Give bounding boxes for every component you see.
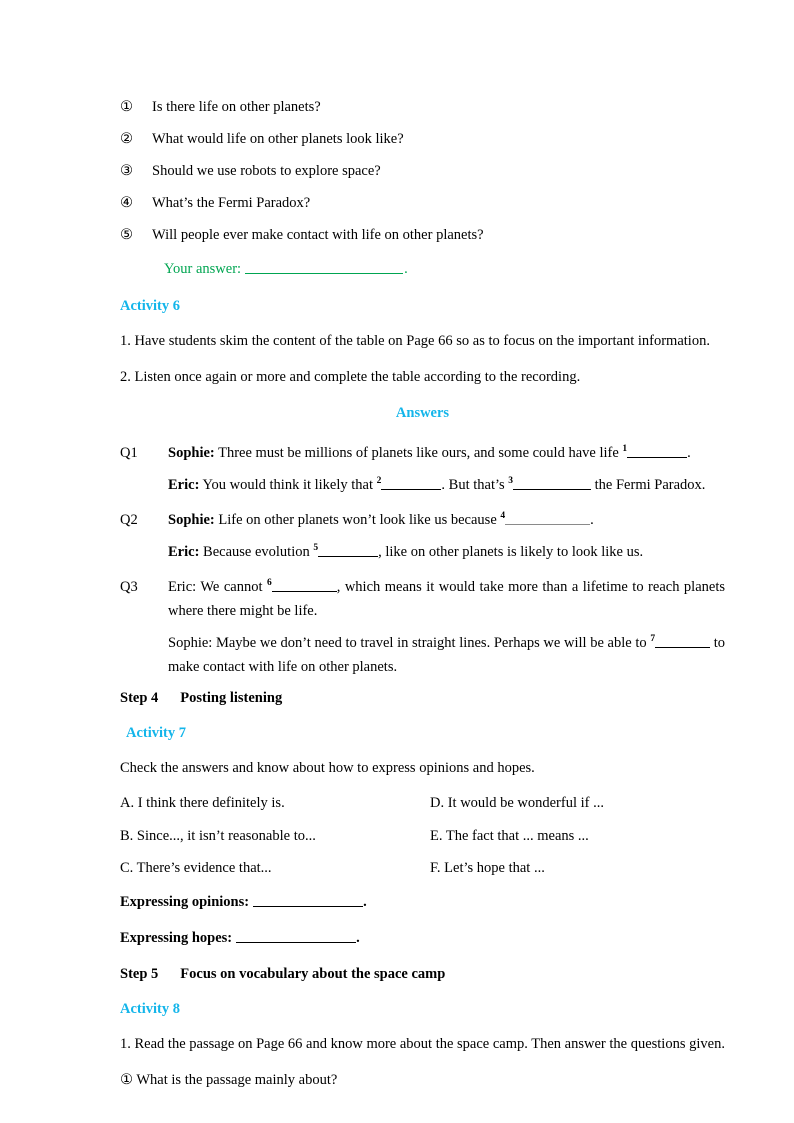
answer-row-q1 (120, 441, 725, 497)
blank-marker-4: 4 (500, 511, 506, 522)
answer-text-after: to make contact with life on other planets. (168, 635, 726, 675)
answer-text-before: We cannot (196, 579, 267, 595)
expressing-hopes-label: Expressing hopes: (120, 929, 233, 946)
answer-row-q3 (120, 575, 725, 679)
document-content (120, 100, 725, 1106)
list-text-4: What’s the Fermi Paradox? (152, 195, 311, 211)
your-answer-label: Your answer: (164, 261, 242, 277)
option-e: E. The fact that ... means ... (430, 827, 589, 844)
answer-label-q2: Q2 (120, 512, 138, 528)
speaker-name: Sophie: (168, 512, 215, 528)
options-grid (120, 796, 725, 876)
list-item (120, 100, 725, 115)
answer-body-q3 (168, 575, 725, 679)
option-c: C. There’s evidence that... (120, 860, 272, 876)
your-answer-period: . (404, 261, 408, 277)
answer-line-q2-eric (168, 540, 725, 564)
speaker-name: Sophie: (168, 635, 213, 651)
activity-6-heading: Activity 6 (120, 298, 180, 314)
activity-8-instruction: 1. Read the passage on Page 66 and know more about the space camp. Then answer the questions given. (120, 1035, 725, 1052)
answer-blank-3[interactable] (513, 477, 591, 490)
answer-line-q1-sophie (168, 441, 725, 465)
answer-blank-2[interactable] (381, 477, 441, 490)
answer-text-before: Because evolution (199, 544, 314, 560)
speaker-name: Sophie: (168, 445, 215, 461)
activity-6-step-1: 1. Have students skim the content of the table on Page 66 so as to focus on the important information. (120, 333, 710, 349)
answer-blank-6[interactable] (272, 579, 337, 592)
activity-8-question-1 (120, 1072, 725, 1089)
speaker-name: Eric: (168, 579, 197, 595)
answer-body-q2 (168, 508, 725, 564)
answer-line-q3-eric (168, 575, 725, 623)
expressing-opinions-period: . (363, 893, 367, 910)
step-5-heading (120, 966, 725, 983)
step-4-label: Step 4 (120, 690, 159, 706)
step-4-heading (120, 690, 725, 707)
question-list (120, 100, 725, 243)
expressing-hopes-blank[interactable] (236, 930, 356, 943)
activity-7-instruction: Check the answers and know about how to express opinions and hopes. (120, 760, 535, 776)
list-marker-3: ③ (120, 163, 133, 179)
list-text-2: What would life on other planets look like? (152, 131, 404, 147)
answer-blank-7[interactable] (655, 635, 710, 648)
expressing-hopes-period: . (356, 929, 360, 946)
blank-marker-2: 2 (376, 476, 382, 487)
answer-blank-4[interactable] (505, 512, 590, 525)
list-text-3: Should we use robots to explore space? (152, 163, 381, 179)
blank-marker-3: 3 (508, 476, 514, 487)
option-a: A. I think there definitely is. (120, 795, 285, 811)
activity-8-heading: Activity 8 (120, 1000, 180, 1017)
your-answer-blank[interactable] (245, 260, 403, 274)
expressing-opinions-label: Expressing opinions: (120, 893, 250, 910)
answer-text-before: Maybe we don’t need to travel in straight lines. Perhaps we will be able to (212, 635, 651, 651)
answer-row-q2 (120, 508, 725, 564)
answer-text-before: You would think it likely that (199, 477, 377, 493)
activity-6-step-2: 2. Listen once again or more and complete the table according to the recording. (120, 369, 581, 385)
list-text-1: Is there life on other planets? (152, 99, 321, 115)
option-d: D. It would be wonderful if ... (430, 795, 604, 811)
answer-text-before: Three must be millions of planets like ours, and some could have life (214, 445, 623, 461)
list-marker-1: ① (120, 99, 133, 115)
option-b: B. Since..., it isn’t reasonable to... (120, 827, 316, 844)
option-row (120, 861, 725, 876)
list-marker-circled-1: ① (120, 1071, 133, 1088)
expressing-opinions-row (120, 894, 725, 911)
blank-marker-5: 5 (313, 543, 319, 554)
activity-7-heading: Activity 7 (126, 725, 186, 741)
blank-marker-6: 6 (266, 578, 272, 589)
option-row (120, 796, 725, 811)
answer-blank-1[interactable] (627, 445, 687, 458)
activity-8-question-1-text: What is the passage mainly about? (136, 1071, 338, 1088)
speaker-name: Eric: (168, 544, 200, 560)
answer-text-after: the Fermi Paradox. (591, 477, 706, 493)
speaker-name: Eric: (168, 477, 200, 493)
answer-body-q1 (168, 441, 725, 497)
answer-text-after: . (590, 512, 594, 528)
list-item (120, 164, 725, 179)
your-answer-row (164, 260, 725, 278)
expressing-opinions-blank[interactable] (253, 894, 363, 907)
list-text-5: Will people ever make contact with life on other planets? (152, 227, 484, 243)
answer-label-q1: Q1 (120, 445, 138, 461)
list-item (120, 228, 725, 243)
list-marker-5: ⑤ (120, 227, 133, 243)
answer-text-before: Life on other planets won’t look like us because (214, 512, 501, 528)
option-f: F. Let’s hope that ... (430, 860, 545, 876)
list-marker-4: ④ (120, 195, 133, 211)
blank-marker-1: 1 (622, 444, 628, 455)
answer-text-after: , which means it would take more than a lifetime to reach planets where there might be life. (168, 579, 725, 619)
answer-line-q1-eric (168, 473, 725, 497)
expressing-hopes-row (120, 930, 725, 947)
answer-text-mid: . But that’s (441, 477, 509, 493)
answer-blank-5[interactable] (318, 544, 378, 557)
list-marker-2: ② (120, 131, 133, 147)
list-item (120, 196, 725, 211)
answer-label-q3: Q3 (120, 579, 138, 595)
option-row (120, 829, 725, 844)
step-4-title: Posting listening (180, 690, 283, 706)
step-5-title: Focus on vocabulary about the space camp (180, 965, 446, 982)
answer-line-q2-sophie (168, 508, 725, 532)
answer-line-q3-sophie (168, 631, 725, 679)
answers-heading: Answers (395, 405, 450, 421)
answer-text-after: . (687, 445, 691, 461)
blank-marker-7: 7 (650, 634, 656, 645)
answer-text-after: , like on other planets is likely to look like us. (378, 544, 644, 560)
list-item (120, 132, 725, 147)
step-5-label: Step 5 (120, 965, 159, 982)
